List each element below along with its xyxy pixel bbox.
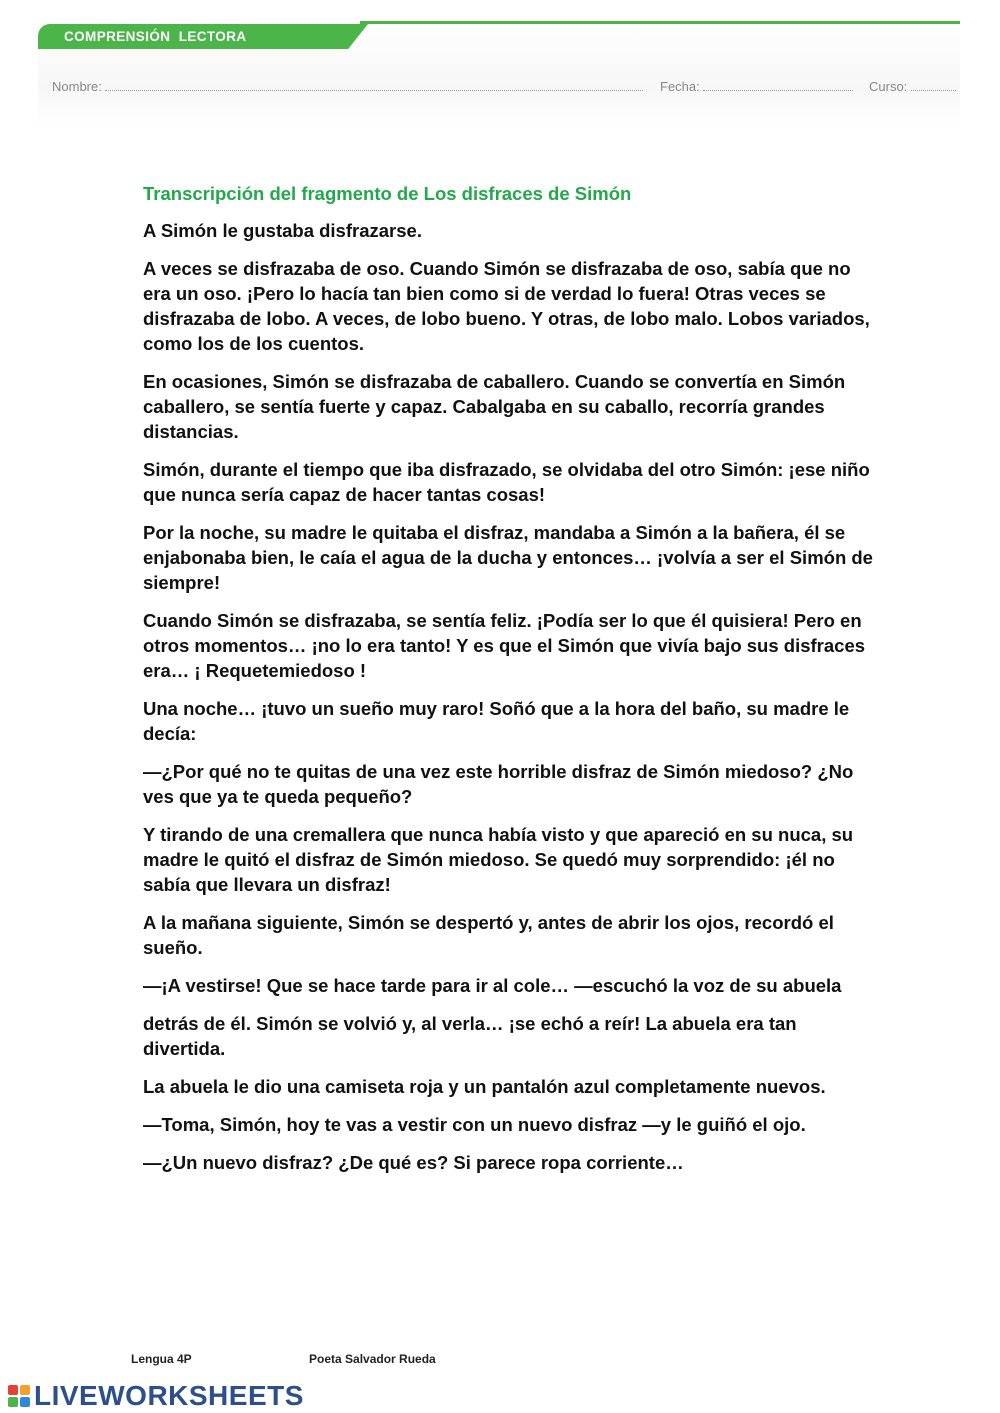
paragraph: —¡A vestirse! Que se hace tarde para ir al cole… —escuchó la voz de su abuela — [143, 975, 842, 996]
reading-content — [143, 182, 873, 1188]
footer-subject: Lengua 4P — [131, 1352, 192, 1366]
paragraph: Una noche… ¡tuvo un sueño muy raro! Soñó que a la hora del baño, su madre le decía: — [143, 698, 850, 744]
liveworksheets-logo[interactable] — [8, 1381, 304, 1411]
logo-text: LIVEWORKSHEETS — [34, 1380, 304, 1411]
date-line[interactable] — [703, 80, 853, 91]
date-label: Fecha: — [660, 79, 700, 94]
name-label: Nombre: — [52, 79, 102, 94]
paragraph: Cuando Simón se disfrazaba, se sentía feliz. ¡Podía ser lo que él quisiera! Pero en otros momentos… ¡no lo era tanto! Y es que el Simón que vivía bajo sus disfraces era… ¡ Requetemiedoso ! — [143, 610, 866, 681]
paragraph: —¿Un nuevo disfraz? ¿De qué es? Si parece ropa corriente… — [143, 1152, 684, 1173]
paragraph: —¿Por qué no te quitas de una vez este horrible disfraz de Simón miedoso? ¿No ves que ya te queda pequeño? — [143, 761, 854, 807]
name-field[interactable] — [52, 79, 643, 94]
paragraph: En ocasiones, Simón se disfrazaba de caballero. Cuando se convertía en Simón caballero, se sentía fuerte y capaz. Cabalgaba en su caballo, recorría grandes distancias. — [143, 371, 846, 442]
header-rule — [360, 21, 960, 24]
logo-blocks-icon — [8, 1385, 30, 1407]
paragraph: La abuela le dio una camiseta roja y un pantalón azul completamente nuevos. — [143, 1076, 826, 1097]
date-field[interactable] — [660, 79, 853, 94]
paragraph: Por la noche, su madre le quitaba el disfraz, mandaba a Simón a la bañera, él se enjabonaba bien, le caía el agua de la ducha y entonces… ¡volvía a ser el Simón de siempre! — [143, 522, 873, 593]
paragraph: —Toma, Simón, hoy te vas a vestir con un nuevo disfraz —y le guiñó el ojo. — [143, 1114, 806, 1135]
course-label: Curso: — [869, 79, 908, 94]
name-line[interactable] — [105, 80, 643, 91]
paragraph: detrás de él. Simón se volvió y, al verla… ¡se echó a reír! La abuela era tan divertida. — [143, 1013, 797, 1059]
course-field[interactable] — [869, 79, 956, 94]
footer-school: Poeta Salvador Rueda — [309, 1352, 436, 1366]
paragraph: Simón, durante el tiempo que iba disfrazado, se olvidaba del otro Simón: ¡ese niño que nunca sería capaz de hacer tantas cosas! — [143, 459, 870, 505]
course-line[interactable] — [911, 80, 956, 91]
paragraph: A veces se disfrazaba de oso. Cuando Simón se disfrazaba de oso, sabía que no era un oso. ¡Pero lo hacía tan bien como si de verdad lo fuera! Otras veces se disfrazaba de lobo. A veces, de lobo bueno. Y otras, de lobo malo. Lobos variados, como los de los cuentos. — [143, 258, 870, 354]
paragraph: A Simón le gustaba disfrazarse. — [143, 220, 422, 241]
section-tab-label: COMPRENSIÓN LECTORA — [64, 29, 247, 44]
paragraph: Y tirando de una cremallera que nunca había visto y que apareció en su nuca, su madre le quitó el disfraz de Simón miedoso. Se quedó muy sorprendido: ¡él no sabía que llevara un disfraz! — [143, 824, 854, 895]
reading-title: Transcripción del fragmento de Los disfraces de Simón — [143, 183, 632, 204]
paragraph: A la mañana siguiente, Simón se despertó y, antes de abrir los ojos, recordó el sueño. — [143, 912, 834, 958]
